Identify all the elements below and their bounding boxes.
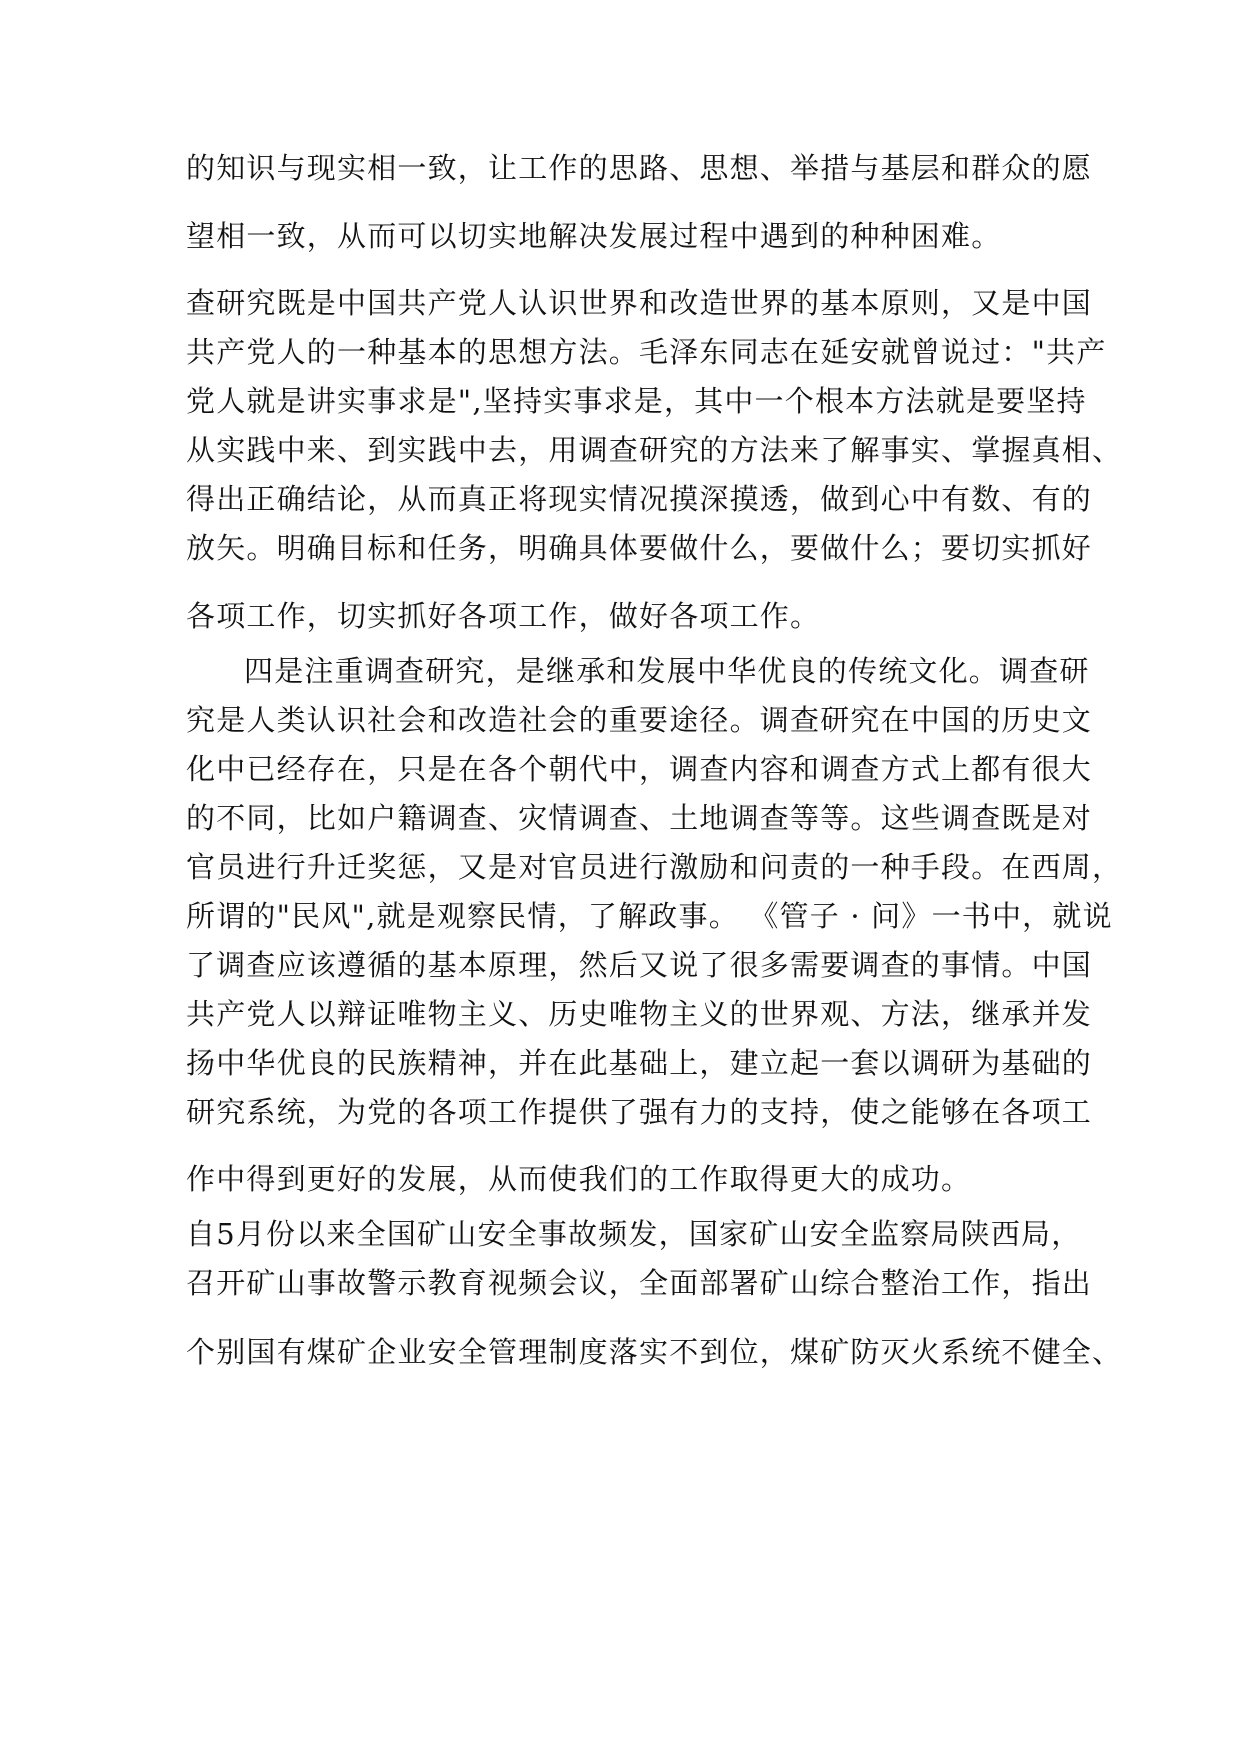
text-line: 党人就是讲实事求是",坚持实事求是，其中一个根本方法就是要坚持	[186, 384, 1087, 418]
text-line: 究是人类认识社会和改造社会的重要途径。调查研究在中国的历史文	[186, 703, 1093, 737]
text-line: 召开矿山事故警示教育视频会议，全面部署矿山综合整治工作，指出	[186, 1266, 1093, 1300]
text-line: 化中已经存在，只是在各个朝代中，调查内容和调查方式上都有很大	[186, 752, 1093, 786]
text-line: 个别国有煤矿企业安全管理制度落实不到位，煤矿防灭火系统不健全、	[186, 1335, 1123, 1369]
text-line: 的不同，比如户籍调查、灾情调查、土地调查等等。这些调查既是对	[186, 801, 1093, 835]
text-line: 从实践中来、到实践中去，用调查研究的方法来了解事实、掌握真相、	[186, 433, 1123, 467]
text-line: 放矢。明确目标和任务，明确具体要做什么，要做什么；要切实抓好	[186, 531, 1093, 565]
text-line: 得出正确结论，从而真正将现实情况摸深摸透，做到心中有数、有的	[186, 482, 1093, 516]
text-line: 了调查应该遵循的基本原理，然后又说了很多需要调查的事情。中国	[186, 948, 1093, 982]
paragraph-first-line: 四是注重调查研究，是继承和发展中华优良的传统文化。调查研	[244, 654, 1090, 688]
text-line: 作中得到更好的发展，从而使我们的工作取得更大的成功。	[186, 1162, 972, 1196]
text-line: 各项工作，切实抓好各项工作，做好各项工作。	[186, 599, 821, 633]
text-line: 扬中华优良的民族精神，并在此基础上，建立起一套以调研为基础的	[186, 1046, 1093, 1080]
text-line: 所谓的"民风",就是观察民情，了解政事。 《管子 · 问》一书中，就说	[186, 899, 1113, 933]
text-line: 共产党人以辩证唯物主义、历史唯物主义的世界观、方法，继承并发	[186, 997, 1093, 1031]
text-line: 望相一致，从而可以切实地解决发展过程中遇到的种种困难。	[186, 219, 1002, 253]
text-line: 查研究既是中国共产党人认识世界和改造世界的基本原则，又是中国	[186, 286, 1093, 320]
text-line: 共产党人的一种基本的思想方法。毛泽东同志在延安就曾说过："共产	[186, 335, 1107, 369]
text-line: 的知识与现实相一致，让工作的思路、思想、举措与基层和群众的愿	[186, 151, 1093, 185]
text-line: 研究系统，为党的各项工作提供了强有力的支持，使之能够在各项工	[186, 1095, 1093, 1129]
text-line: 官员进行升迁奖惩，又是对官员进行激励和问责的一种手段。在西周，	[186, 850, 1123, 884]
text-line: 自5月份以来全国矿山安全事故频发，国家矿山安全监察局陕西局，	[186, 1217, 1082, 1251]
